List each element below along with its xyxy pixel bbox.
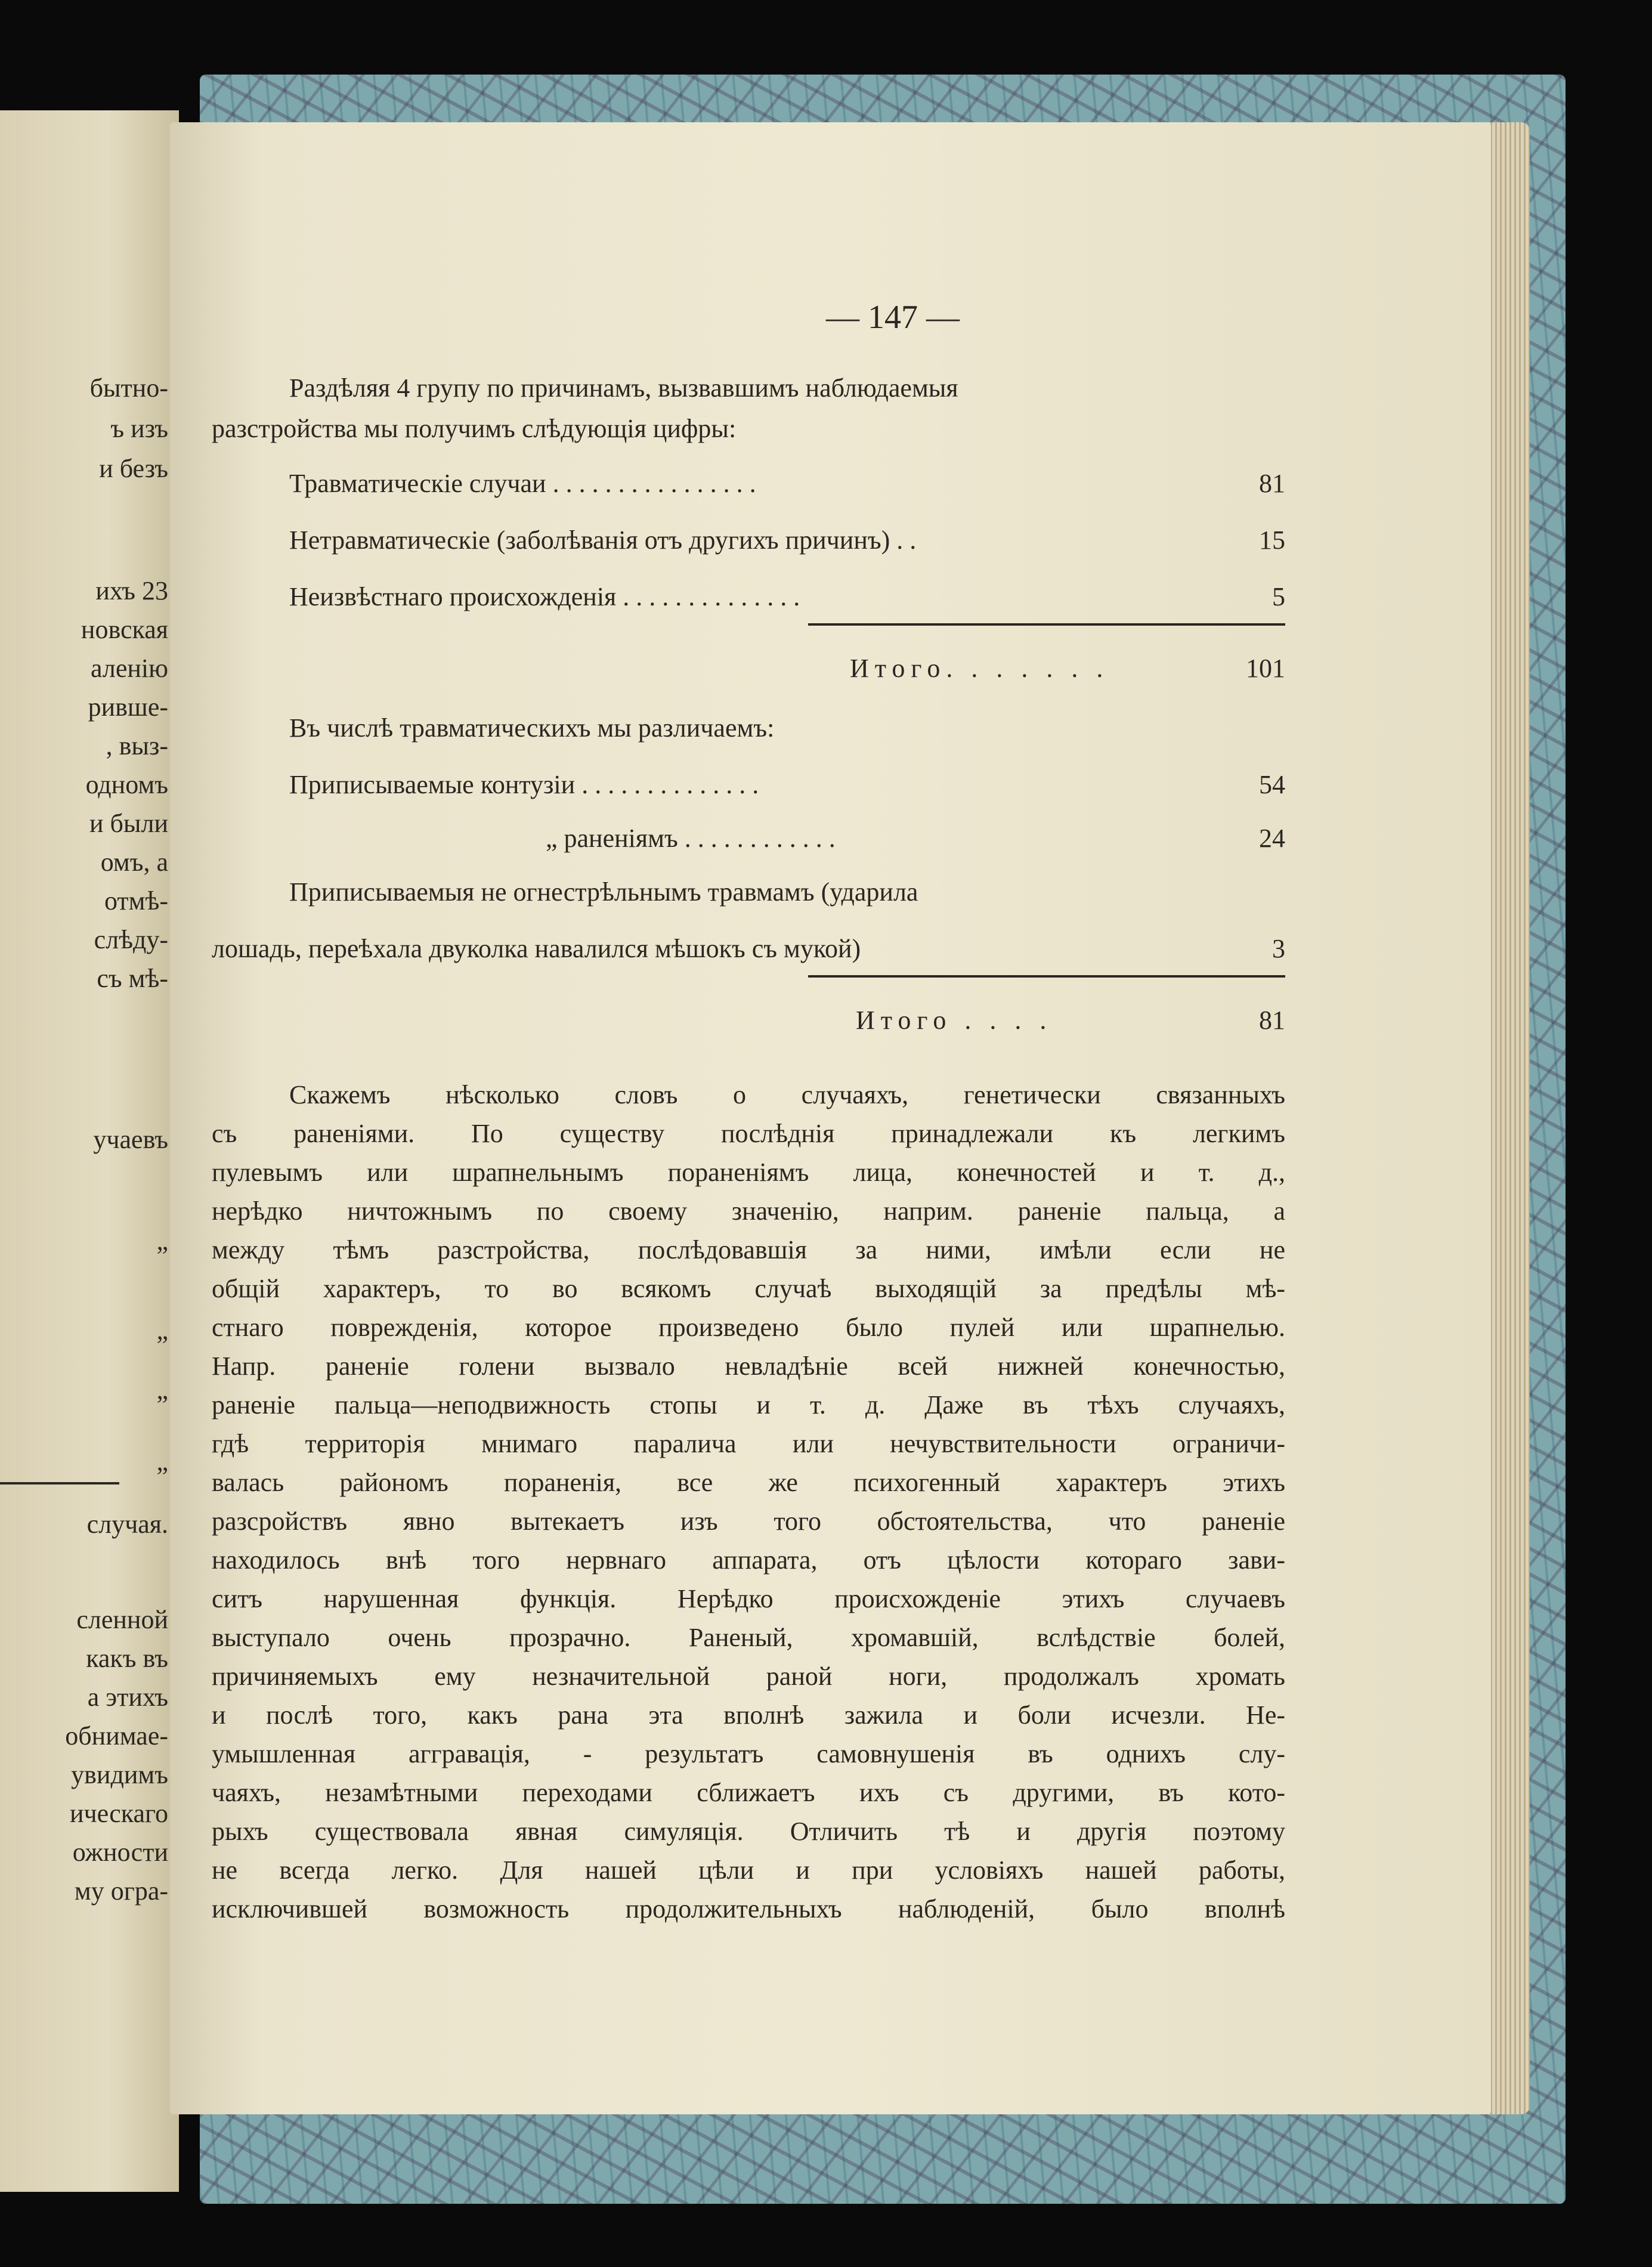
- paragraph-line: умышленная аггравація, - результатъ самовнушенія въ однихъ слу-: [212, 1739, 1285, 1768]
- left-fragment: увидимъ: [71, 1760, 168, 1789]
- paragraph-line: исключившей возможность продолжительныхъ наблюденій, было вполнѣ: [212, 1894, 1285, 1923]
- paragraph-line: находилось внѣ того нервнаго аппарата, отъ цѣлости котораго зави-: [212, 1545, 1285, 1575]
- left-page: [0, 110, 179, 2192]
- left-fragment: обнимае-: [65, 1721, 168, 1750]
- left-fragment: „: [156, 1447, 168, 1476]
- paragraph-line: между тѣмъ разстройства, послѣдовавшія за ними, имѣли если не: [212, 1235, 1285, 1264]
- total2-label: Итого . . . .: [856, 1006, 1053, 1035]
- left-fragment: ихъ 23: [95, 576, 168, 605]
- paragraph-line: чаяхъ, незамѣтными переходами сближаетъ ихъ съ другими, въ кото-: [212, 1778, 1285, 1807]
- left-fragment: ожности: [72, 1838, 168, 1867]
- left-fragment: отмѣ-: [104, 886, 168, 916]
- table1-row-value: 81: [1259, 469, 1285, 498]
- left-fragment: одномъ: [85, 770, 168, 799]
- left-fragment: учаевъ: [93, 1125, 168, 1154]
- left-rule: [0, 1482, 119, 1484]
- right-page: [170, 122, 1491, 2114]
- table1-row-label: Неизвѣстнаго происхожденія . . . . . . . . . . . . . .: [289, 582, 800, 611]
- total1-value: 101: [1246, 654, 1285, 683]
- paragraph-line: стнаго поврежденія, которое произведено было пулей или шрапнелью.: [212, 1313, 1285, 1342]
- table2-row-value: 24: [1259, 824, 1285, 853]
- left-fragment: ическаго: [69, 1799, 168, 1828]
- left-fragment: и безъ: [99, 454, 168, 483]
- table2-row3-value: 3: [1272, 934, 1285, 963]
- paragraph-line: разсройствъ явно вытекаетъ изъ того обстоятельства, что раненіе: [212, 1507, 1285, 1536]
- table2-row-value: 54: [1259, 770, 1285, 799]
- left-fragment: бытно-: [89, 373, 168, 403]
- table2-row3-line: Приписываемыя не огнестрѣльнымъ травмамъ (ударила: [289, 877, 918, 907]
- paragraph-line: Скажемъ нѣсколько словъ о случаяхъ, генетически связанныхъ: [289, 1080, 1285, 1109]
- table1-row-value: 15: [1259, 525, 1285, 555]
- table2-row-label: Приписываемые контузіи . . . . . . . . . . . . . .: [289, 770, 759, 799]
- intro2-line: Въ числѣ травматическихъ мы различаемъ:: [289, 713, 775, 743]
- left-fragment: ривше-: [88, 692, 168, 722]
- left-fragment: сленной: [76, 1605, 168, 1634]
- page-number: — 147 —: [826, 299, 960, 336]
- paragraph-line: ситъ нарушенная функція. Нерѣдко происхожденіе этихъ случаевъ: [212, 1584, 1285, 1613]
- left-fragment: случая.: [86, 1510, 168, 1539]
- paragraph-line: раненіе пальца—неподвижность стопы и т. д. Даже въ тѣхъ случаяхъ,: [212, 1390, 1285, 1419]
- paragraph-line: и послѣ того, какъ рана эта вполнѣ зажила и боли исчезли. Не-: [212, 1700, 1285, 1730]
- paragraph-line: не всегда легко. Для нашей цѣли и при условіяхъ нашей работы,: [212, 1855, 1285, 1885]
- table2-row3-line: лошадь, переѣхала двуколка навалился мѣшокъ съ мукой): [212, 934, 861, 963]
- paragraph-line: нерѣдко ничтожнымъ по своему значенію, наприм. раненіе пальца, а: [212, 1196, 1285, 1226]
- left-fragment: , выз-: [106, 731, 168, 760]
- left-fragment: съ мѣ-: [97, 964, 168, 993]
- sum-rule: [808, 623, 1285, 626]
- paragraph-line: общій характеръ, то во всякомъ случаѣ выходящій за предѣлы мѣ-: [212, 1274, 1285, 1303]
- left-fragment: „: [156, 1316, 168, 1345]
- table1-row-label: Нетравматическіе (заболѣванія отъ другихъ причинъ) . .: [289, 525, 917, 555]
- total2-value: 81: [1259, 1006, 1285, 1035]
- left-fragment: а этихъ: [87, 1683, 168, 1712]
- left-fragment: и были: [89, 809, 168, 838]
- paragraph-line: рыхъ существовала явная симуляція. Отличить тѣ и другія поэтому: [212, 1817, 1285, 1846]
- left-fragment: слѣду-: [94, 925, 168, 954]
- left-fragment: какъ въ: [86, 1644, 168, 1673]
- paragraph-line: гдѣ территорія мнимаго паралича или нечувствительности ограничи-: [212, 1429, 1285, 1458]
- intro-line: Раздѣляя 4 групу по причинамъ, вызвавшимъ наблюдаемыя: [289, 373, 958, 403]
- paragraph-line: Напр. раненіе голени вызвало невладѣніе всей нижней конечностью,: [212, 1351, 1285, 1381]
- paragraph-line: причиняемыхъ ему незначительной раной ноги, продолжалъ хромать: [212, 1662, 1285, 1691]
- table2-row-label: „ раненіямъ . . . . . . . . . . . .: [546, 824, 836, 853]
- left-fragment: „: [156, 1226, 168, 1255]
- left-fragment: ъ изъ: [110, 414, 168, 443]
- total1-label: Итого. . . . . . .: [850, 654, 1109, 683]
- paragraph-line: выступало очень прозрачно. Раненый, хромавшій, вслѣдствіе болей,: [212, 1623, 1285, 1652]
- table1-row-value: 5: [1272, 582, 1285, 611]
- paragraph-line: пулевымъ или шрапнельнымъ пораненіямъ лица, конечностей и т. д.,: [212, 1158, 1285, 1187]
- left-fragment: новская: [81, 615, 168, 644]
- left-fragment: му огра-: [74, 1876, 168, 1906]
- left-fragment: „: [156, 1375, 168, 1405]
- table1-row-label: Травматическіе случаи . . . . . . . . . . . . . . . .: [289, 469, 756, 498]
- paragraph-line: валась райономъ пораненія, все же психогенный характеръ этихъ: [212, 1468, 1285, 1497]
- left-fragment: омъ, а: [100, 848, 168, 877]
- sum-rule: [808, 975, 1285, 978]
- paragraph-line: съ раненіями. По существу послѣднія принадлежали къ легкимъ: [212, 1119, 1285, 1148]
- left-fragment: аленію: [90, 654, 168, 683]
- intro-line: разстройства мы получимъ слѣдующія цифры:: [212, 414, 737, 443]
